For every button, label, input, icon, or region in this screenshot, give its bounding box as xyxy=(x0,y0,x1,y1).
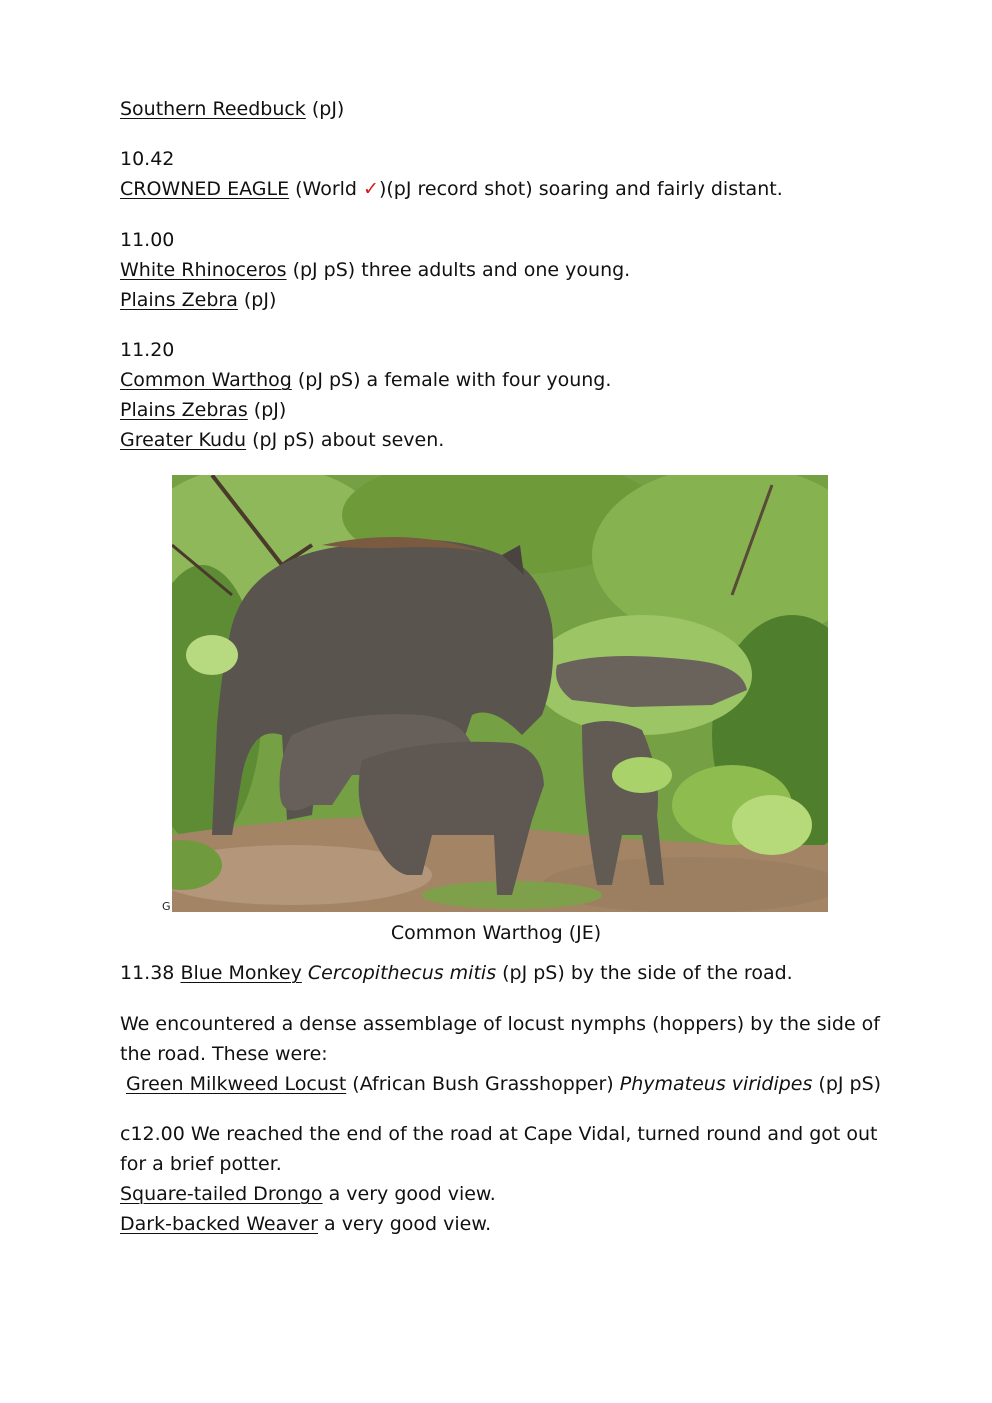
entry-green-milkweed-locust xyxy=(126,1072,881,1096)
observer-note: (pJ pS) xyxy=(812,1073,882,1095)
paragraph-line: the road. These were: xyxy=(120,1043,328,1065)
entry-square-tailed-drongo xyxy=(120,1182,496,1206)
observer-note: (pJ pS) about seven. xyxy=(246,429,445,451)
checkmark-icon: ✓ xyxy=(363,178,379,200)
species-name: Square-tailed Drongo xyxy=(120,1183,323,1205)
species-name: White Rhinoceros xyxy=(120,259,287,281)
time-stamp: 11.00 xyxy=(120,229,175,251)
species-name: Common Warthog xyxy=(120,369,292,391)
species-name: Green Milkweed Locust xyxy=(126,1073,347,1095)
time-stamp: 11.38 xyxy=(120,962,181,984)
species-name: Plains Zebra xyxy=(120,289,238,311)
paragraph-line: We encountered a dense assemblage of locust nymphs (hoppers) by the side of xyxy=(120,1013,880,1035)
entry-greater-kudu xyxy=(120,428,444,452)
scientific-name: Phymateus viridipes xyxy=(619,1073,813,1095)
species-name: CROWNED EAGLE xyxy=(120,178,290,200)
time-stamp: 10.42 xyxy=(120,148,175,170)
observer-note: (pJ) xyxy=(237,289,277,311)
entry-plains-zebras xyxy=(120,398,286,422)
entry-dark-backed-weaver xyxy=(120,1212,491,1236)
species-name: Plains Zebras xyxy=(120,399,248,421)
observer-note: (World xyxy=(289,178,364,200)
species-name: Southern Reedbuck xyxy=(120,98,306,120)
entry-blue-monkey xyxy=(120,961,793,985)
entry-plains-zebra xyxy=(120,288,276,312)
observer-note: (pJ) xyxy=(247,399,287,421)
entry-white-rhinoceros xyxy=(120,258,630,282)
observer-note: (pJ pS) three adults and one young. xyxy=(286,259,631,281)
stray-mark: G xyxy=(162,900,171,913)
observer-note: (pJ) xyxy=(305,98,345,120)
observer-note: (pJ pS) a female with four young. xyxy=(291,369,612,391)
entry-common-warthog xyxy=(120,368,611,392)
time-stamp: 11.20 xyxy=(120,339,175,361)
entry-southern-reedbuck xyxy=(120,97,344,121)
photo-caption: Common Warthog (JE) xyxy=(390,922,602,944)
species-name: Dark-backed Weaver xyxy=(120,1213,318,1235)
observer-note: a very good view. xyxy=(317,1213,492,1235)
paragraph-line: for a brief potter. xyxy=(120,1153,282,1175)
paragraph-line: c12.00 We reached the end of the road at Cape Vidal, turned round and got out xyxy=(120,1123,878,1145)
warthog-photo xyxy=(172,475,828,912)
observer-note: (pJ pS) by the side of the road. xyxy=(496,962,793,984)
entry-crowned-eagle xyxy=(120,177,783,201)
common-name: (African Bush Grasshopper) xyxy=(346,1073,620,1095)
species-name: Greater Kudu xyxy=(120,429,247,451)
scientific-name: Cercopithecus mitis xyxy=(307,962,497,984)
observer-note: a very good view. xyxy=(322,1183,496,1205)
species-name: Blue Monkey xyxy=(180,962,302,984)
observer-note: )(pJ record shot) soaring and fairly distant. xyxy=(378,178,783,200)
